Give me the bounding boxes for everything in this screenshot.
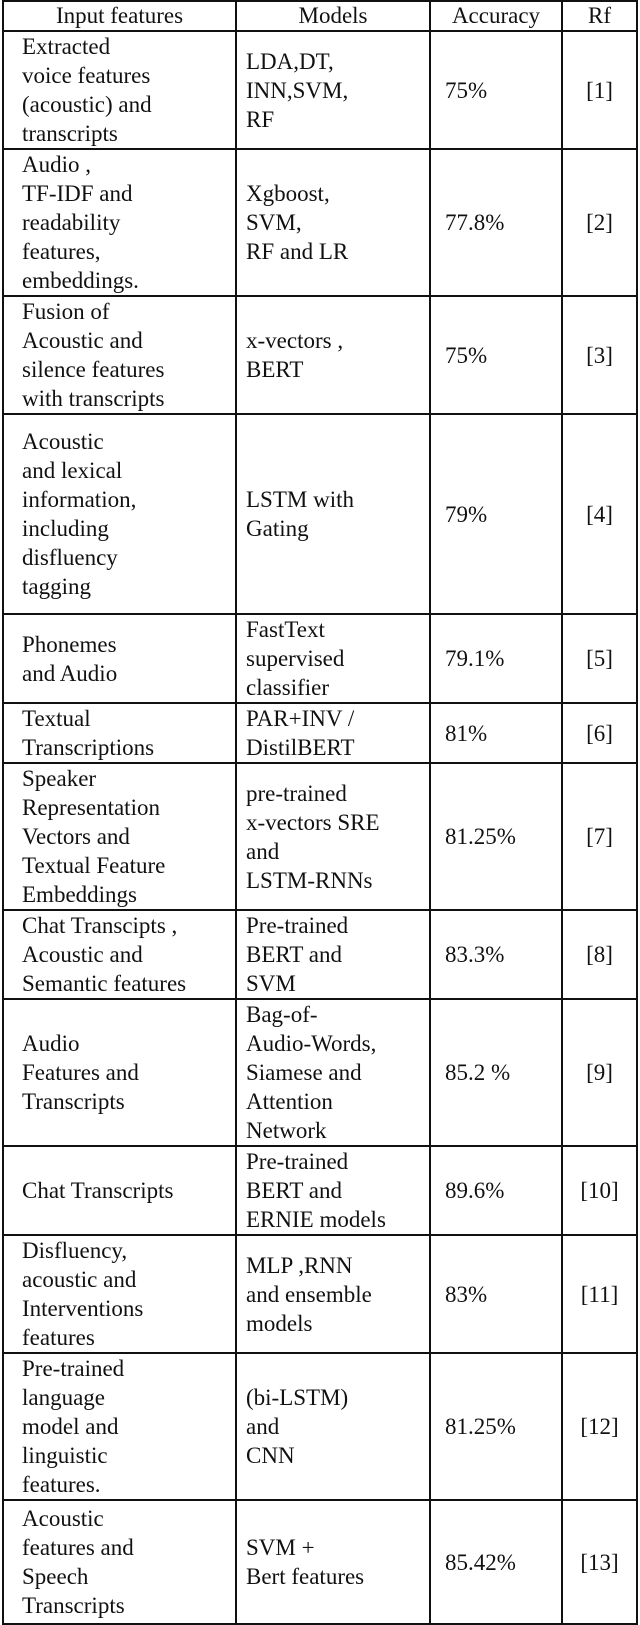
cell-line: INN,SVM,: [246, 77, 349, 103]
reference-cell: [12]: [562, 1353, 637, 1500]
cell-line: Transcripts: [22, 1089, 125, 1114]
cell-line: SVM,: [246, 210, 302, 235]
cell-line: PAR+INV /: [246, 706, 355, 731]
cell-line: Acoustic and: [22, 328, 143, 353]
table-row: [3, 910, 637, 999]
cell-line: RF: [246, 106, 275, 132]
cell-line: (acoustic) and: [22, 92, 152, 117]
table-row: [3, 296, 637, 414]
cell-line: Audio ,: [22, 152, 91, 177]
cell-line: with transcripts: [22, 386, 165, 411]
cell-line: Pre-trained: [246, 913, 349, 938]
cell-line: Representation: [22, 795, 160, 820]
cell-line: BERT and: [246, 1178, 342, 1203]
models-cell: [236, 1235, 430, 1353]
models-cell: [236, 296, 430, 414]
models-cell: [236, 910, 430, 999]
comparison-table: [2, 0, 638, 1625]
reference-cell: [10]: [562, 1146, 637, 1235]
input-features-cell: [3, 999, 236, 1146]
cell-line: LSTM with: [246, 487, 354, 512]
cell-line: Bag-of-: [246, 1002, 318, 1027]
cell-line: transcripts: [22, 121, 118, 146]
accuracy-cell: 77.8%: [430, 149, 562, 296]
cell-line: model and: [22, 1414, 119, 1439]
cell-line: Phonemes: [22, 631, 117, 657]
accuracy-cell: 83%: [430, 1235, 562, 1353]
cell-line: features and: [22, 1535, 134, 1560]
input-features-cell: [3, 149, 236, 296]
cell-line: features,: [22, 239, 101, 264]
input-features-cell: [3, 31, 236, 149]
accuracy-cell: 81%: [430, 703, 562, 763]
reference-cell: [9]: [562, 999, 637, 1146]
cell-line: linguistic: [22, 1443, 108, 1468]
table-row: [3, 1353, 637, 1500]
table-row: [3, 763, 637, 910]
table-row: [3, 149, 637, 296]
cell-line: voice features: [22, 63, 151, 88]
input-features-cell: [3, 703, 236, 763]
cell-line: readability: [22, 210, 121, 235]
accuracy-cell: 83.3%: [430, 910, 562, 999]
cell-line: Gating: [246, 516, 309, 541]
cell-line: supervised: [246, 646, 345, 671]
input-features-cell: [3, 1500, 236, 1624]
reference-cell: [3]: [562, 296, 637, 414]
cell-line: Audio: [22, 1031, 80, 1056]
cell-line: Semantic features: [22, 971, 187, 996]
cell-line: (bi-LSTM): [246, 1385, 349, 1410]
header-row: [3, 1, 637, 31]
cell-line: TF-IDF and: [22, 181, 133, 206]
table-row: [3, 31, 637, 149]
cell-line: BERT and: [246, 942, 342, 967]
cell-line: CNN: [246, 1443, 295, 1468]
cell-line: Acoustic: [22, 429, 104, 454]
cell-line: features: [22, 1325, 95, 1350]
accuracy-cell: 81.25%: [430, 1353, 562, 1500]
cell-line: x-vectors SRE: [246, 809, 380, 835]
models-cell: [236, 614, 430, 703]
cell-line: Fusion of: [22, 299, 110, 324]
accuracy-cell: 75%: [430, 31, 562, 149]
cell-line: embeddings.: [22, 268, 139, 293]
cell-line: Pre-trained: [22, 1356, 125, 1381]
models-cell: [236, 1146, 430, 1235]
table-row: [3, 703, 637, 763]
cell-line: BERT: [246, 357, 304, 382]
accuracy-cell: 79%: [430, 414, 562, 614]
cell-line: FastText: [246, 617, 325, 642]
cell-line: Transcriptions: [22, 735, 155, 760]
input-features-cell: [3, 1146, 236, 1235]
header-input-features: Input features: [3, 1, 236, 31]
cell-line: Acoustic and: [22, 942, 143, 967]
cell-line: including: [22, 516, 109, 541]
cell-line: and Audio: [22, 660, 118, 686]
accuracy-cell: 81.25%: [430, 763, 562, 910]
accuracy-cell: 85.42%: [430, 1500, 562, 1624]
cell-line: features.: [22, 1472, 101, 1497]
table-body: [3, 31, 637, 1624]
reference-cell: [2]: [562, 149, 637, 296]
accuracy-cell: 85.2 %: [430, 999, 562, 1146]
reference-cell: [6]: [562, 703, 637, 763]
table-row: [3, 414, 637, 614]
cell-line: acoustic and: [22, 1267, 137, 1292]
cell-line: Acoustic: [22, 1506, 104, 1531]
header-rf: Rf: [562, 1, 637, 31]
cell-line: disfluency: [22, 545, 118, 570]
input-features-cell: [3, 614, 236, 703]
models-cell: [236, 149, 430, 296]
cell-line: and lexical: [22, 458, 123, 483]
models-cell: [236, 31, 430, 149]
cell-line: Transcripts: [22, 1593, 125, 1618]
cell-line: information,: [22, 487, 137, 512]
reference-cell: [11]: [562, 1235, 637, 1353]
cell-line: Textual: [22, 706, 91, 731]
cell-line: Pre-trained: [246, 1149, 349, 1174]
cell-line: Audio-Words,: [246, 1031, 377, 1056]
accuracy-cell: 89.6%: [430, 1146, 562, 1235]
models-cell: [236, 999, 430, 1146]
cell-line: LSTM-RNNs: [246, 867, 373, 893]
models-cell: [236, 703, 430, 763]
cell-line: Chat Transcripts: [22, 1178, 174, 1203]
input-features-cell: [3, 910, 236, 999]
cell-line: RF and LR: [246, 239, 349, 264]
cell-line: Speaker: [22, 766, 97, 791]
cell-line: Siamese and: [246, 1060, 362, 1085]
table-row: [3, 614, 637, 703]
header-accuracy: Accuracy: [430, 1, 562, 31]
cell-line: MLP ,RNN: [246, 1252, 353, 1278]
cell-line: Embeddings: [22, 882, 137, 907]
cell-line: and: [246, 1414, 280, 1439]
models-cell: [236, 414, 430, 614]
table-row: [3, 1146, 637, 1235]
cell-line: models: [246, 1310, 313, 1336]
reference-cell: [8]: [562, 910, 637, 999]
input-features-cell: [3, 296, 236, 414]
table-row: [3, 1235, 637, 1353]
input-features-cell: [3, 414, 236, 614]
models-cell: [236, 1500, 430, 1624]
cell-line: ERNIE models: [246, 1207, 386, 1232]
accuracy-cell: 79.1%: [430, 614, 562, 703]
cell-line: Vectors and: [22, 824, 130, 849]
input-features-cell: [3, 1235, 236, 1353]
accuracy-cell: 75%: [430, 296, 562, 414]
cell-line: SVM +: [246, 1535, 315, 1560]
table-row: [3, 1500, 637, 1624]
reference-cell: [1]: [562, 31, 637, 149]
cell-line: classifier: [246, 675, 330, 700]
cell-line: silence features: [22, 357, 165, 382]
cell-line: and: [246, 838, 280, 864]
cell-line: Attention: [246, 1089, 333, 1114]
cell-line: Extracted: [22, 34, 111, 59]
cell-line: Textual Feature: [22, 853, 166, 878]
cell-line: pre-trained: [246, 780, 347, 806]
header-models: Models: [236, 1, 430, 31]
cell-line: Network: [246, 1118, 327, 1143]
reference-cell: [13]: [562, 1500, 637, 1624]
models-cell: [236, 763, 430, 910]
cell-line: Features and: [22, 1060, 139, 1085]
cell-line: Chat Transcipts ,: [22, 913, 178, 938]
cell-line: language: [22, 1385, 106, 1410]
cell-line: LDA,DT,: [246, 48, 334, 74]
table-row: [3, 999, 637, 1146]
models-cell: [236, 1353, 430, 1500]
cell-line: Bert features: [246, 1564, 365, 1589]
cell-line: Xgboost,: [246, 181, 330, 206]
cell-line: Interventions: [22, 1296, 144, 1321]
cell-line: x-vectors ,: [246, 328, 344, 353]
cell-line: and ensemble: [246, 1281, 372, 1307]
reference-cell: [5]: [562, 614, 637, 703]
cell-line: DistilBERT: [246, 735, 355, 760]
cell-line: SVM: [246, 971, 296, 996]
input-features-cell: [3, 1353, 236, 1500]
cell-line: Disfluency,: [22, 1238, 128, 1263]
cell-line: tagging: [22, 574, 91, 599]
reference-cell: [4]: [562, 414, 637, 614]
reference-cell: [7]: [562, 763, 637, 910]
cell-line: Speech: [22, 1564, 89, 1589]
input-features-cell: [3, 763, 236, 910]
